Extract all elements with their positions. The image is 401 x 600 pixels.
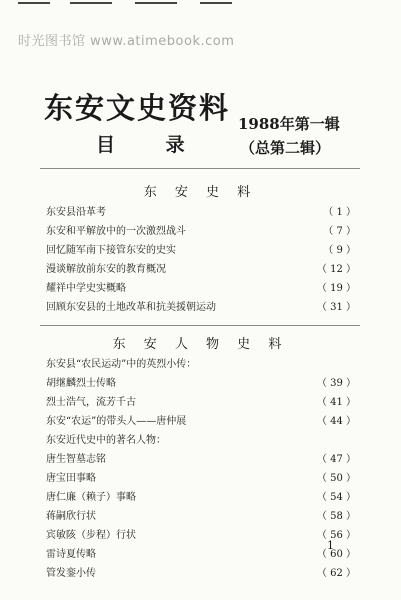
issue-label: 1988年第一辑: [238, 115, 340, 133]
toc-entry[interactable]: [46, 260, 356, 280]
toc-entry[interactable]: [46, 488, 356, 508]
toc-entry-page: （ 58 ）: [316, 511, 356, 522]
toc-entry-title: 东安“农运”的带头人——唐仲展: [46, 416, 187, 427]
toc-entry-title: 烈士浩气，流芳千古: [46, 397, 136, 408]
toc-entry-title: 雷诗夏传略: [46, 549, 96, 560]
toc-entry-page: （ 9 ）: [323, 245, 356, 256]
toc-entry-page: （ 39 ）: [316, 378, 356, 389]
toc-entry-title: 回顾东安县的土地改革和抗美援朝运动: [46, 302, 216, 313]
subsection-heading: 东安县“农民运动”中的英烈小传：: [46, 359, 197, 370]
toc-entry-page: （ 50 ）: [316, 473, 356, 484]
toc-entry-title: 唐生智墓志铭: [46, 454, 106, 465]
toc-entry[interactable]: [46, 203, 356, 223]
toc-entry-page: （ 12 ）: [316, 264, 356, 275]
toc-entry-page: （ 56 ）: [316, 530, 356, 541]
toc-entry-title: 漫谈解放前东安的教育概况: [46, 264, 166, 275]
toc-entry-title: 唐宝田事略: [46, 473, 96, 484]
section-heading-history: 东 安 史 料: [143, 185, 258, 200]
toc-entry[interactable]: [46, 545, 356, 565]
toc-entry-page: （ 47 ）: [316, 454, 356, 465]
toc-entry-title: 耀祥中学史实概略: [46, 283, 126, 294]
toc-entry-page: （ 19 ）: [316, 283, 356, 294]
toc-entry[interactable]: [46, 279, 356, 299]
toc-entry[interactable]: [46, 412, 356, 432]
toc-entry-title: 唐仁廉（赖子）事略: [46, 492, 136, 503]
toc-entry[interactable]: [46, 222, 356, 242]
toc-entry-title: 胡继麟烈士传略: [46, 378, 116, 389]
toc-entry[interactable]: [46, 298, 356, 318]
toc-entry-page: （ 41 ）: [316, 397, 356, 408]
header-divider: [40, 168, 360, 169]
toc-heading: 目 录: [96, 134, 207, 156]
toc-entry-title: 蒋嗣欣行状: [46, 511, 96, 522]
toc-entry[interactable]: [46, 374, 356, 394]
toc-entry-page: （ 1 ）: [323, 207, 356, 218]
top-scan-marks: [0, 0, 401, 10]
toc-entry-title: 宾敏陔（步程）行状: [46, 530, 136, 541]
issue-total-label: （总第二辑）: [240, 139, 331, 157]
toc-entry-title: 管发銮小传: [46, 568, 96, 579]
section-divider: [40, 325, 360, 326]
document-title: 东安文史资料: [44, 91, 231, 125]
page-number: 1: [327, 539, 334, 552]
toc-entry[interactable]: [46, 469, 356, 489]
toc-entry-page: （ 60 ）: [316, 549, 356, 560]
toc-entry[interactable]: [46, 393, 356, 413]
toc-entry[interactable]: [46, 564, 356, 584]
toc-entry[interactable]: [46, 241, 356, 261]
toc-entry-page: （ 31 ）: [316, 302, 356, 313]
subsection-heading: 东安近代史中的著名人物：: [46, 435, 166, 446]
toc-entry-page: （ 54 ）: [316, 492, 356, 503]
toc-entry-page: （ 44 ）: [316, 416, 356, 427]
toc-entry-page: （ 7 ）: [323, 226, 356, 237]
toc-entry[interactable]: [46, 526, 356, 546]
section-heading-people: 东 安 人 物 史 料: [112, 337, 289, 352]
toc-entry-title: 回忆随军南下接管东安的史实: [46, 245, 176, 256]
toc-entry[interactable]: [46, 450, 356, 470]
toc-entry-title: 东安县沿革考: [46, 207, 106, 218]
toc-entry[interactable]: [46, 507, 356, 527]
toc-entry-title: 东安和平解放中的一次激烈战斗: [46, 226, 186, 237]
watermark: 时光图书馆 www.atimebook.com: [18, 34, 235, 49]
toc-entry-page: （ 62 ）: [316, 568, 356, 579]
